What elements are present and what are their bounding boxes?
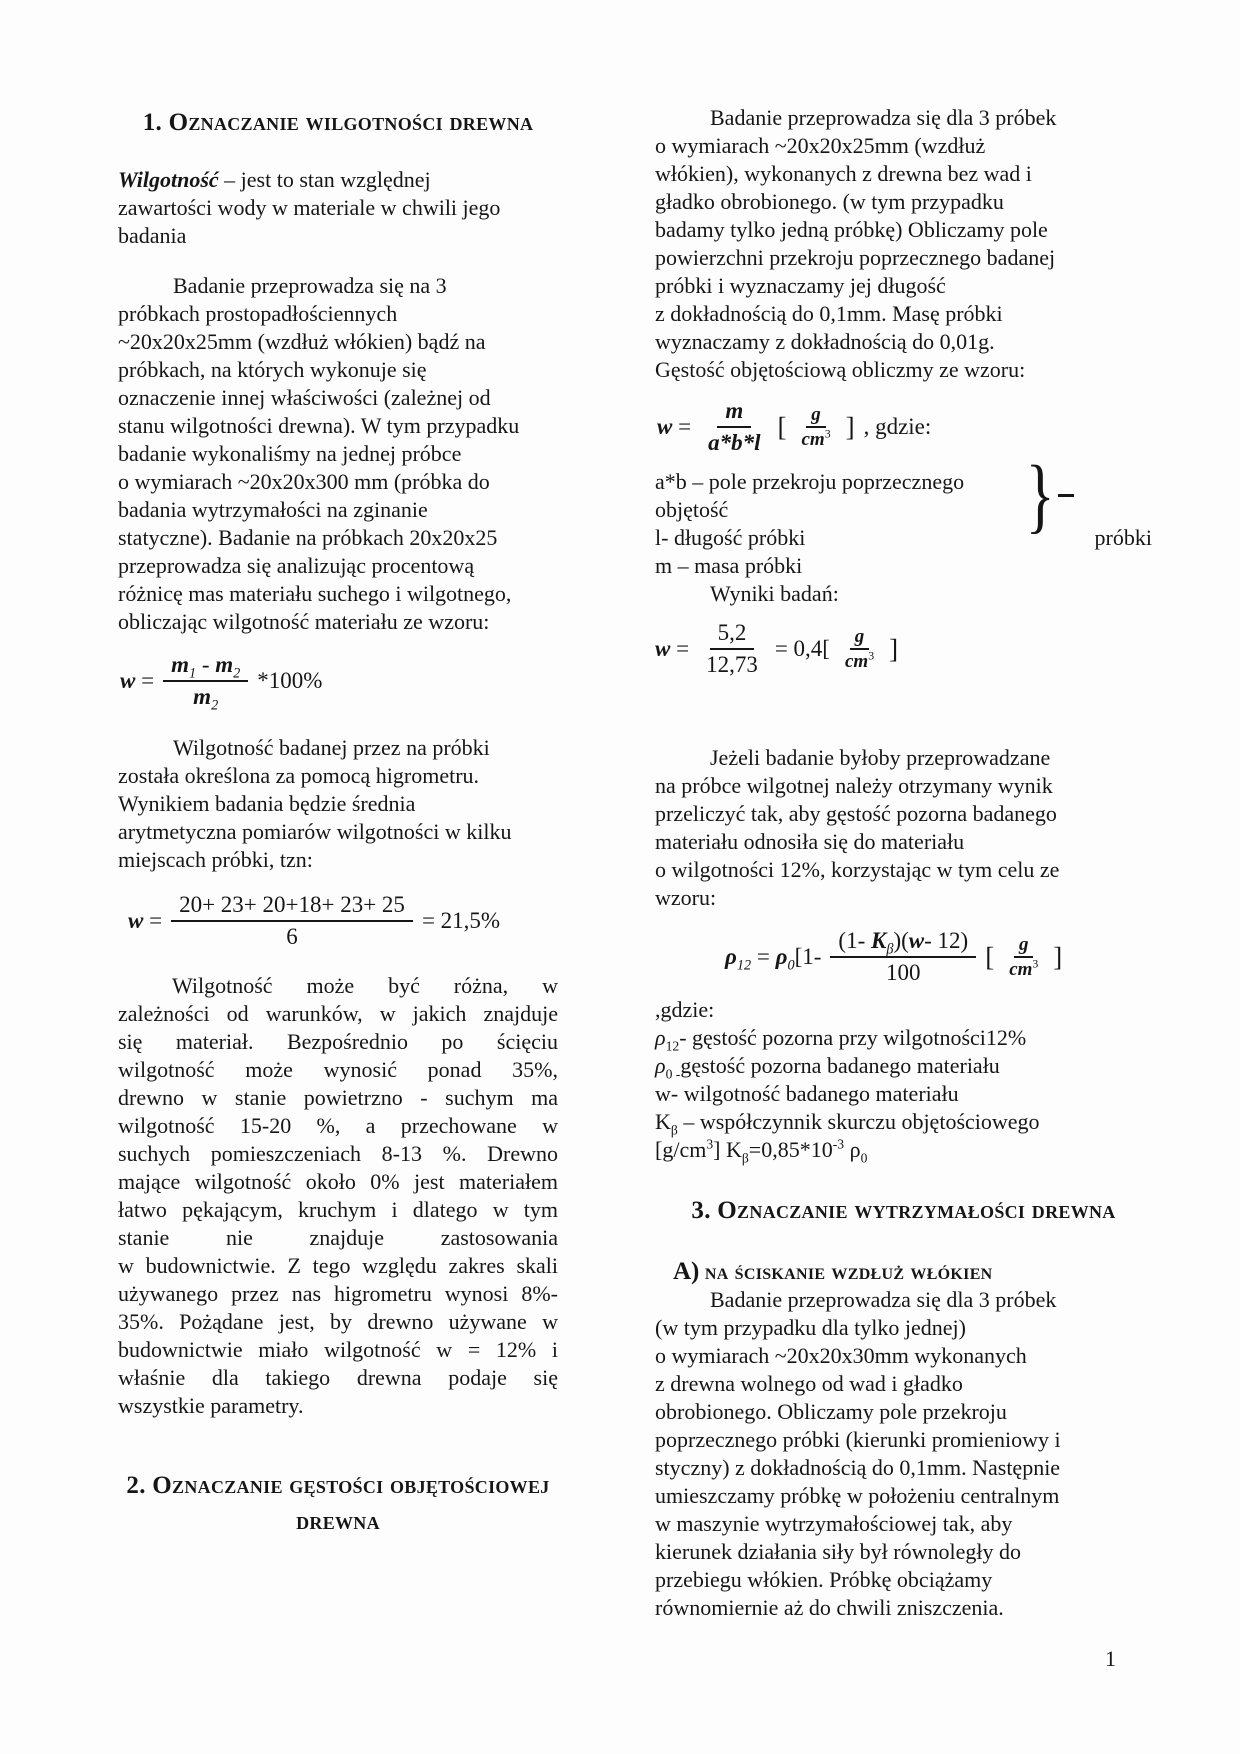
fraction [830,926,976,988]
close-bracket: ] [889,634,899,664]
method-paragraph: Badanie przeprowadza się na 3 próbkach prostopadłościennych ~20x20x25mm (wzdłuż włókien) bądź na próbkach, na których wykonuje się oznaczenie innej właściwości (zależnej od stanu wilgotności drewna). W tym przypadku badanie wykonaliśmy na jednej próbce o wymiarach ~20x20x300 mm (próbka do badania wytrzymałości na zginanie statyczne). Badanie na próbkach 20x20x25 przeprowadza się analizując procentową różnicę mas materiału suchego i wilgotnego, obliczając wilgotność materiału ze wzoru: [118,273,520,634]
left-column [118,106,558,1540]
formula-lhs: $\rho_{12} = \rho_0[1-$ [725,944,822,974]
def-w: w- wilgotność badanego materiału [655,1081,959,1106]
legend-length: l- długość próbki [655,525,806,550]
brace-tick [1058,494,1074,497]
formula-density-result [655,618,1152,680]
subsection-a-prefix: A) [673,1258,700,1285]
fraction-denominator: $m_2$ [193,684,219,714]
def-kbeta-value: $[g/cm^3]$ $K_\beta=0,85*10^{-3}$ $\rho_0$ [655,1136,868,1166]
humidity-range-paragraph: Wilgotność może być różna, w zależności od warunków, w jakich znajduje się materiał. Bezpośrednio po ścięciu wilgotność może wynosić ponad 35%, drewno w stanie powietrzno - suchym ma wilgotność 15-20 %, a przechowane w suchych pomieszczeniach 8-13 %. Drewno mające wilgotność około 0% jest materiałem łatwo pękającym, kruchym i dlatego w tym stanie nie znajduje zastosowania w budownictwie. Z tego względu zakres skali używanego przez nas higrometru wynosi 8%- 35%. Pożądane jest, by drewno używane w budownictwie miało wilgotność w = 12% i właśnie dla takiego drewna podaje się wszystkie parametry. [118,973,558,1418]
brace-label: próbki [1094,525,1152,550]
formula-tail: *100% [257,668,323,693]
unit-denominator: $cm^3$ [801,427,831,450]
unit-numerator: g [806,403,826,428]
open-bracket: [ [777,412,787,442]
unit-numerator: g [1014,933,1034,958]
section-2-heading: 2. Oznaczanie gęstości objętościowej drewna [126,1472,550,1535]
right-column [655,104,1152,1622]
fraction-denominator: 6 [286,924,298,949]
definition-term: Wilgotność [118,167,219,192]
formula-lhs: w = [128,908,163,933]
unit-denominator: $cm^3$ [844,649,875,672]
formula-average [128,890,558,952]
def-kbeta: $K_\beta$ – współczynnik skurczu objętościowego [655,1109,1040,1138]
compression-paragraph: Badanie przeprowadza się dla 3 próbek (w tym przypadku dla tylko jednej) o wymiarach ~20x20x30mm wykonanych z drewna wolnego od wad i gładko obrobionego. Obliczamy pole przekroju poprzecznego próbki (kierunki promieniowy i styczny) z dokładnością do 0,1mm. Następnie umieszczamy próbkę w położeniu centralnym w maszynie wytrzymałościowej tak, aby kierunek działania siły był równoległy do przebiegu włókien. Próbkę obciążamy równomiernie aż do chwili zniszczenia. [655,1287,1061,1620]
formula-legend [655,449,1152,608]
definition-paragraph [118,166,558,250]
unit-fraction [1001,933,1046,981]
formula-rho12 [725,926,1152,988]
section-3-heading: 3. Oznaczanie wytrzymałości drewna [691,1197,1116,1224]
results-label: Wyniki badań: [710,581,839,606]
formula-lhs: w = [120,668,155,693]
subsection-a-title: na ściskanie wzdłuż włókien [704,1259,993,1284]
unit-fraction [837,625,882,673]
legend-length-row [655,524,1152,552]
conversion-paragraph: Jeżeli badanie byłoby przeprowadzane na próbce wilgotnej należy otrzymany wynik przeliczyć tak, aby gęstość pozorna badanego materiału odnosiła się do materiału o wilgotności 12%, korzystając w tym celu ze wzoru: [655,745,1060,910]
unit-denominator: $cm^3$ [1009,957,1039,980]
legend-volume: objętość [655,497,729,522]
fraction-denominator: 100 [886,960,921,985]
fraction-numerator: m [717,396,751,428]
formula-moisture [120,650,558,712]
formula-tail: , gdzie: [863,414,932,439]
open-bracket: [ [985,942,995,972]
unit-fraction [793,403,838,451]
fraction [700,396,768,458]
gdzie-label: ,gdzie: [655,997,715,1022]
formula-result: = 21,5% [421,908,501,933]
section-1-heading: 1. Oznaczanie wilgotności drewna [142,109,534,136]
fraction-numerator: 20+ 23+ 20+18+ 23+ 25 [171,890,413,922]
page-number: 1 [1105,1646,1116,1671]
fraction [698,618,766,680]
definition-first-line: – jest to stan względnej [224,167,431,192]
close-bracket: ] [845,412,855,442]
hygrometer-paragraph: Wilgotność badanej przez na próbki została określona za pomocą higrometru. Wynikiem badania będzie średnia arytmetyczna pomiarów wilgotności w kilku miejscach próbki, tzn: [118,735,512,872]
def-rho0: $\rho_{0 -}gęstość$ pozorna badanego materiału [655,1053,1000,1082]
grouping-brace-icon: } [1025,449,1055,542]
fraction-denominator: a*b*l [708,430,761,455]
formula-lhs: w = [657,414,692,439]
legend-area: a*b – pole przekroju poprzecznego [655,469,965,494]
fraction-numerator: 5,2 [710,618,755,650]
subsection-a-heading [673,1258,1152,1286]
def-rho12: $\rho_{12}-$ gęstość pozorna przy wilgotności12% [655,1025,1027,1054]
formula-lhs: w = [655,636,690,661]
definition-rest-lines: zawartości wody w materiale w chwili jego badania [118,195,501,248]
unit-numerator: g [850,625,870,650]
close-bracket: ] [1053,942,1063,972]
legend-mass: m – masa próbki [655,553,803,578]
fraction [163,650,248,712]
fraction [171,890,413,952]
formula-mid: = 0,4[ [774,636,830,661]
fraction-denominator: 12,73 [706,652,758,677]
density-method-paragraph: Badanie przeprowadza się dla 3 próbek o wymiarach ~20x20x25mm (wzdłuż włókien), wykonanych z drewna bez wad i gładko obrobionego. (w tym przypadku badamy tylko jedną próbkę) Obliczamy pole powierzchni przekroju poprzecznego badanej próbki i wyznaczamy jej długość z dokładnością do 0,1mm. Masę próbki wyznaczamy z dokładnością do 0,01g. Gęstość objętościową obliczmy ze wzoru: [655,105,1057,382]
fraction-numerator: (1- $K_\beta)(w-$ 12) [830,926,976,958]
fraction-numerator: $m_1 - m_2$ [163,650,248,682]
formula-density [657,396,1152,458]
